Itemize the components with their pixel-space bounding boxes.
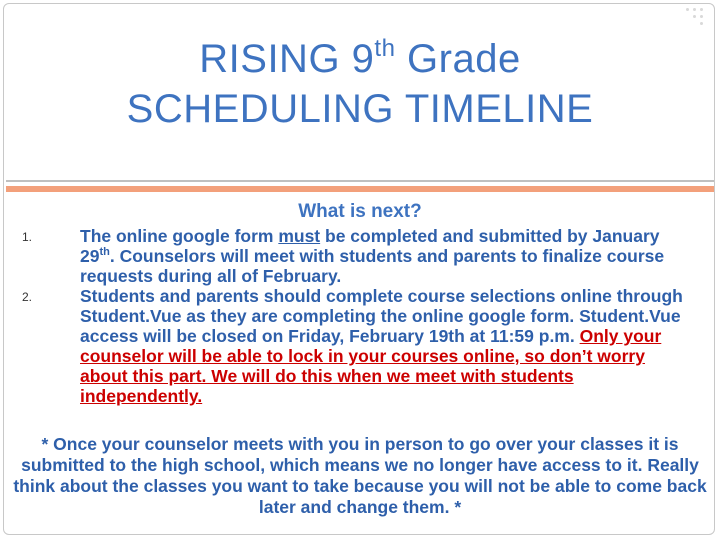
title-superscript: th [374, 35, 396, 62]
list-number-1: 1. [22, 230, 33, 244]
item-1-text-end: . Counselors will meet with students and parents to finalize course requests during all of February. [80, 246, 665, 286]
item-2-highlight: Only your counselor will be able to lock in your courses online, so don’t worry about this part. We will do this when we meet with students independently. [80, 326, 662, 406]
title-line-1 [0, 34, 720, 84]
corner-dots-decoration [686, 8, 710, 32]
item-1-superscript: th [99, 246, 110, 258]
slide-title [0, 34, 720, 134]
divider-line [6, 180, 714, 182]
title-suffix: Grade [395, 37, 521, 81]
footnote: * Once your counselor meets with you in person to go over your classes it is submitted to the high school, which means we no longer have access to it. Really think about the classes you want to take because you will not be able to come back later and change them. * [13, 434, 707, 517]
subheading: What is next? [298, 201, 422, 222]
list-number-2: 2. [22, 290, 33, 304]
item-1-text-middle: be completed and submitted by January 29 [80, 226, 660, 266]
item-2-text: Students and parents should complete course selections online through Student.Vue as they are completing the online google form. Student.Vue access will be closed on Friday, February 19th at 11:59 p.m. [80, 286, 683, 346]
title-prefix: RISING 9 [199, 37, 375, 81]
list-item-2 [0, 286, 695, 406]
accent-bar [6, 186, 714, 192]
item-1-must-underlined: must [278, 226, 321, 246]
list-item-1 [0, 226, 695, 286]
item-1-text-start: The online google form [80, 226, 279, 246]
list-item-1-text [80, 226, 695, 286]
title-line-2: SCHEDULING TIMELINE [126, 87, 594, 131]
list-item-2-text [80, 286, 695, 406]
timeline-list [0, 226, 720, 406]
